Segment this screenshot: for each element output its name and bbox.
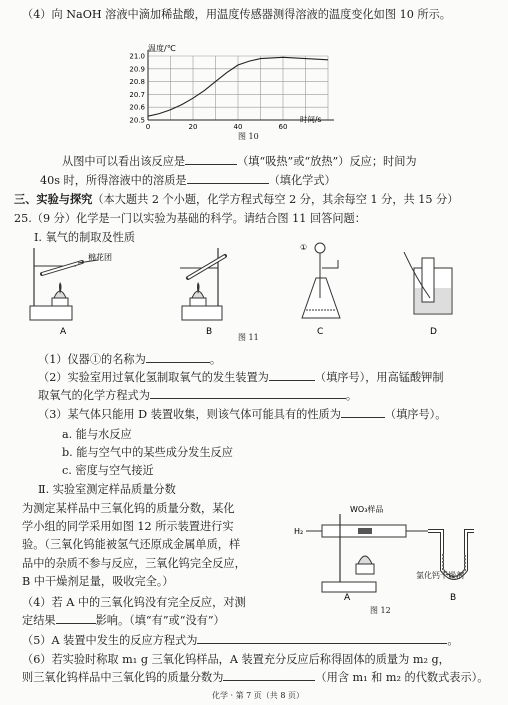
part1-title: Ⅰ. 氧气的制取及性质 xyxy=(34,231,136,244)
q4-answer-line-1: 从图中可以看出该反应是 （填“吸热”或“放热”）反应；时间为 xyxy=(62,155,417,168)
label-cotton: 棉花团 xyxy=(88,253,112,262)
chart-ytick-label: 21.0 xyxy=(129,52,145,61)
sub4-blank[interactable] xyxy=(56,613,96,624)
figure12-caption: 图 12 xyxy=(370,606,391,615)
label-b: B xyxy=(206,327,213,337)
chart-ytick-label: 20.7 xyxy=(129,90,145,99)
part2-title: Ⅱ. 实验室测定样品质量分数 xyxy=(38,483,176,496)
option-b: b. 能与空气中的某些成分发生反应 xyxy=(62,446,233,459)
sub5: （5）A 装置中发生的反应方程式为 。 xyxy=(22,634,459,647)
figure12-apparatus xyxy=(292,494,492,606)
label-wo3: WO₃样品 xyxy=(350,505,384,514)
chart-ytick-label: 20.9 xyxy=(129,65,145,74)
q25-stem: 25.（9 分）化学是一门以实验为基础的科学。请结合图 11 回答问题： xyxy=(14,212,366,225)
label-desiccant: 氯化钙干燥剂 xyxy=(416,571,464,580)
chart-xtick-label: 60 xyxy=(278,123,288,131)
figure10-chart xyxy=(118,40,348,144)
chart-xtick-label: 40 xyxy=(233,123,243,131)
label-instrument-1: ① xyxy=(300,243,308,252)
sub6-line2: 则三氧化钨样品中三氧化钨的质量分数为 （用含 m₁ 和 m₂ 的代数式表示）。 xyxy=(22,671,489,684)
fig12-label-b: B xyxy=(450,593,457,603)
figure10-caption: 图 10 xyxy=(238,132,259,141)
chart-xlabel: 时间/s xyxy=(300,115,322,124)
part2-line-2: 学小组的同学采用如图 12 所示装置进行实 xyxy=(22,520,234,533)
page-footer: 化学 · 第 7 页（共 8 页） xyxy=(212,691,304,700)
sub5-blank[interactable] xyxy=(197,633,447,644)
chart-ytick-label: 20.6 xyxy=(129,103,145,112)
sub1-blank[interactable] xyxy=(146,352,210,363)
label-c: C xyxy=(317,327,324,337)
sub1: （1）仪器①的名称为 。 xyxy=(38,353,222,366)
sub3: （3）某气体只能用 D 装置收集，则该气体可能具有的性质为 （填序号）。 xyxy=(38,408,447,421)
figure11-caption: 图 11 xyxy=(238,333,259,342)
q4-stem: （4）向 NaOH 溶液中滴加稀盐酸，用温度传感器测得溶液的温度变化如图 10 所示。 xyxy=(22,8,451,21)
chart-xtick-label: 20 xyxy=(188,123,198,131)
sub4-line1: （4）若 A 中的三氧化钨没有完全反应，对测 xyxy=(22,596,246,609)
section3-heading: 三、实验与探究（本大题共 2 个小题，化学方程式每空 2 分，其余每空 1 分，共 15 分） xyxy=(14,193,459,206)
fig12-label-a: A xyxy=(344,593,351,603)
sub2-blank-2[interactable] xyxy=(150,388,346,399)
chart-ytick-label: 20.8 xyxy=(129,78,145,87)
q4-answer-line-2: 40s 时，所得溶液中的溶质是 （填化学式） xyxy=(40,174,336,187)
option-c: c. 密度与空气接近 xyxy=(62,464,154,477)
part2-line-5: B 中干燥剂足量，吸收完全。） xyxy=(22,575,174,588)
apparatus-c xyxy=(302,243,340,318)
part2-line-1: 为测定某样品中三氧化钨的质量分数，某化 xyxy=(22,502,235,515)
label-h2: H₂ xyxy=(294,527,304,536)
sub2-line2: 取氧气的化学方程式为 。 xyxy=(38,389,358,402)
chart-ylabel: 温度/℃ xyxy=(148,44,176,53)
q4-blank-1[interactable] xyxy=(185,154,237,165)
sub2-line1: （2）实验室用过氧化氢制取氧气的发生装置为 （填序号），用高锰酸钾制 xyxy=(38,371,444,384)
option-a: a. 能与水反应 xyxy=(62,428,132,441)
sub2-blank-1[interactable] xyxy=(269,370,315,381)
apparatus-d xyxy=(404,252,452,314)
sub4-line2: 定结果 影响。（填“有”或“没有”） xyxy=(22,614,225,627)
sub3-blank[interactable] xyxy=(341,407,385,418)
chart-xtick-label: 0 xyxy=(145,123,151,131)
label-a: A xyxy=(60,327,67,337)
part2-line-3: 验。（三氧化钨能被氢气还原成金属单质，样 xyxy=(22,538,241,551)
chart-ytick-label: 20.5 xyxy=(129,116,145,125)
sub6-line1: （6）若实验时称取 m₁ g 三氧化钨样品，A 装置充分反应后称得固体的质量为 m₂ g， xyxy=(22,653,450,666)
q4-blank-2[interactable] xyxy=(187,173,269,184)
chart-grid xyxy=(148,50,334,120)
label-d: D xyxy=(430,327,437,337)
chart-ticks xyxy=(129,53,287,132)
sub6-blank[interactable] xyxy=(223,670,315,681)
part2-line-4: 品中的杂质不参与反应，三氧化钨完全反应， xyxy=(22,557,246,570)
apparatus-b xyxy=(180,248,225,320)
